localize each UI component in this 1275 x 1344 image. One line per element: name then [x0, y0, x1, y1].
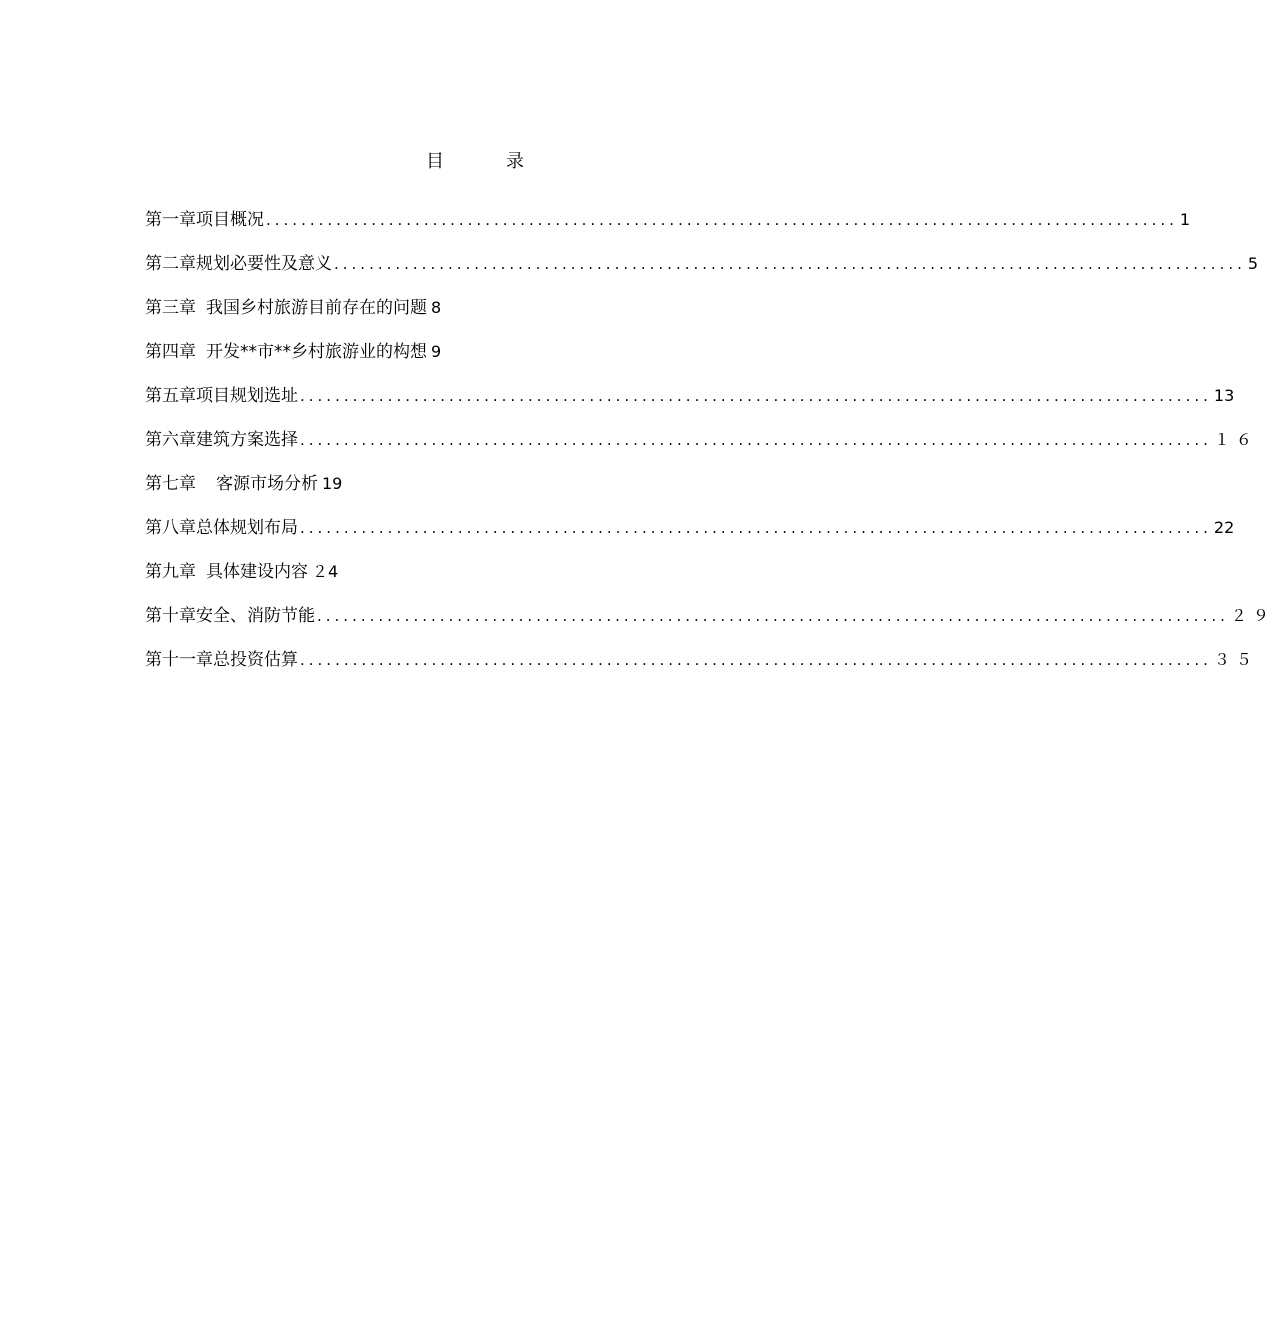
toc-heading: 具体建设内容 — [206, 562, 308, 582]
toc-page-number: 13 — [1213, 386, 1235, 405]
toc-chapter-label: 第六章 — [145, 430, 196, 450]
toc-entry[interactable] — [145, 559, 805, 603]
toc-heading: 项目概况 — [196, 210, 264, 230]
toc-heading: 开发**市**乡村旅游业的构想 — [206, 342, 427, 362]
toc-entry[interactable] — [145, 383, 1235, 427]
toc-page-number: 19 — [322, 474, 343, 493]
toc-entry[interactable] — [145, 471, 805, 515]
toc-entry[interactable] — [145, 251, 1259, 295]
toc-entry[interactable] — [145, 295, 805, 339]
toc-page-number: 22 — [1213, 518, 1235, 537]
toc-entry[interactable] — [145, 603, 1275, 647]
toc-entry[interactable] — [145, 427, 1258, 471]
toc-page-number: 5 — [1247, 254, 1259, 273]
toc-entry[interactable] — [145, 339, 805, 383]
toc-chapter-label: 第七章 — [145, 474, 196, 494]
toc-chapter-label: 第五章 — [145, 386, 196, 406]
toc-page-number: 8 — [431, 298, 442, 317]
toc-leader-dots: ........................................................................................................ — [300, 387, 1212, 405]
toc-chapter-label: 第十一章 — [145, 650, 213, 670]
toc-heading: 我国乡村旅游目前存在的问题 — [206, 298, 427, 318]
toc-heading: 项目规划选址 — [196, 386, 298, 406]
toc-chapter-label: 第十章 — [145, 606, 196, 626]
toc-leader-dots: ........................................................................................................ — [317, 607, 1229, 625]
toc-page-number: １６ — [1213, 430, 1258, 449]
toc-leader-dots: ........................................................................................................ — [300, 651, 1212, 669]
toc-heading: 安全、消防节能 — [196, 606, 315, 626]
toc-page-number: ２９ — [1230, 606, 1275, 625]
toc-chapter-label: 第二章 — [145, 254, 196, 274]
toc-entry[interactable] — [145, 207, 1191, 251]
toc-leader-dots: ........................................................................................................ — [334, 255, 1246, 273]
toc-heading: 建筑方案选择 — [196, 430, 298, 450]
toc-heading: 客源市场分析 — [216, 474, 318, 494]
toc-leader-dots: ........................................................................................................ — [266, 211, 1178, 229]
toc-heading: 规划必要性及意义 — [196, 254, 332, 274]
table-of-contents — [145, 207, 1275, 691]
toc-chapter-label: 第九章 — [145, 562, 196, 582]
toc-page-number: 9 — [431, 342, 442, 361]
toc-chapter-label: 第一章 — [145, 210, 196, 230]
toc-leader-dots: ........................................................................................................ — [300, 519, 1212, 537]
toc-page-number: 1 — [1179, 210, 1191, 229]
toc-chapter-label: 第三章 — [145, 298, 196, 318]
toc-leader-dots: ........................................................................................................ — [300, 431, 1212, 449]
toc-entry[interactable] — [145, 647, 1258, 691]
toc-page-number: ２4 — [312, 562, 339, 581]
toc-chapter-label: 第八章 — [145, 518, 196, 538]
toc-chapter-label: 第四章 — [145, 342, 196, 362]
toc-heading: 总体规划布局 — [196, 518, 298, 538]
toc-page-number: ３５ — [1213, 650, 1258, 669]
page-title: 目 录 — [426, 151, 546, 172]
toc-heading: 总投资估算 — [213, 650, 298, 670]
toc-entry[interactable] — [145, 515, 1235, 559]
